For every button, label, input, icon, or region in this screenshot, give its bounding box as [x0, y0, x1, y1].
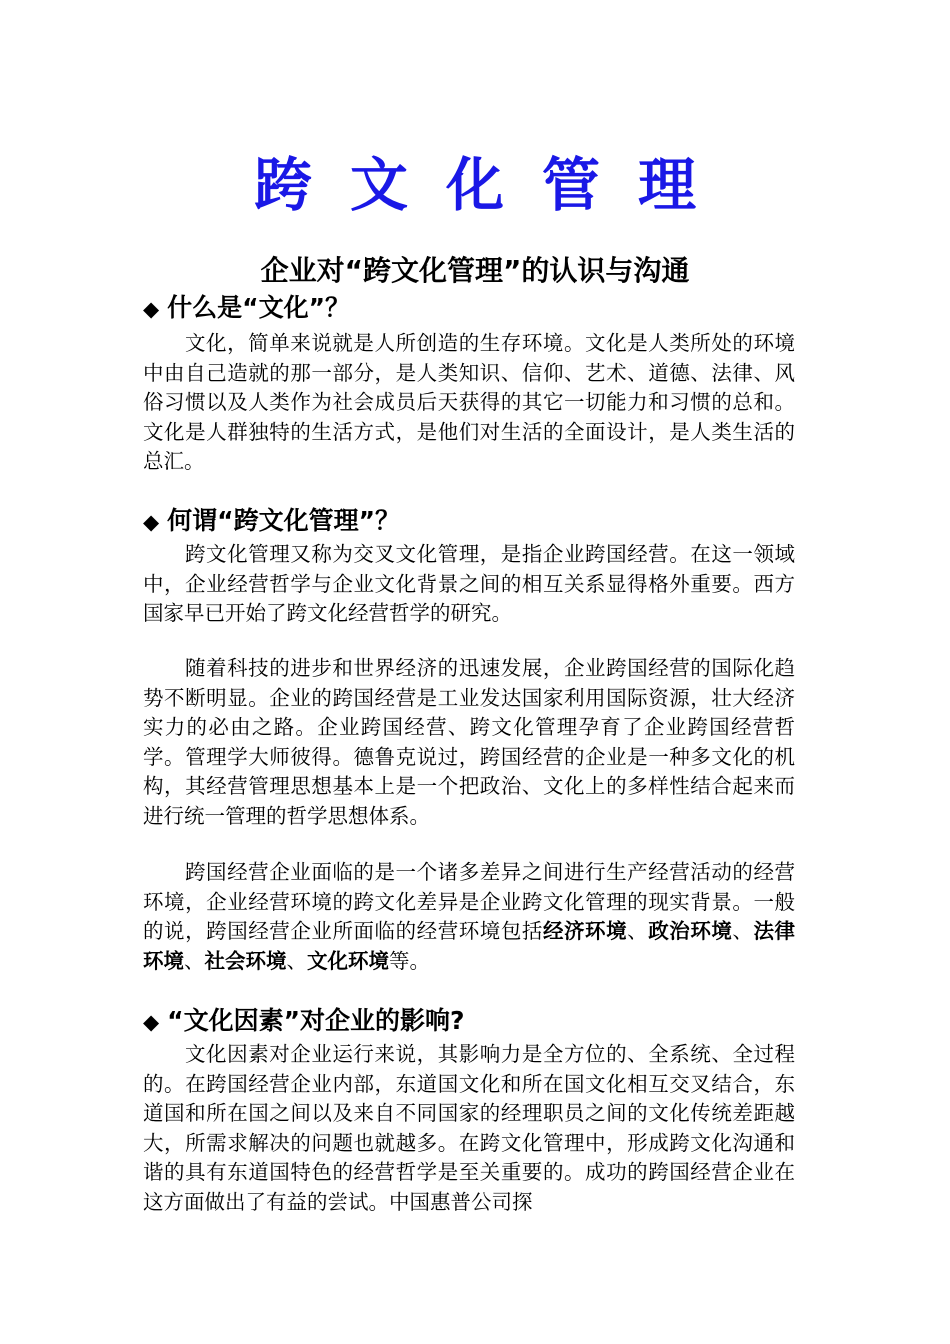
separator: 、 [184, 948, 205, 973]
section-heading-text: 何谓“跨文化管理”？ [167, 506, 401, 535]
diamond-bullet-icon: ◆ [143, 297, 160, 321]
separator: 、 [627, 919, 649, 943]
env-social: 社会环境 [204, 948, 287, 973]
separator: 、 [286, 948, 307, 973]
diamond-bullet-icon: ◆ [143, 1010, 160, 1034]
env-legal: 法律环境 [143, 919, 796, 973]
diamond-bullet-icon: ◆ [143, 510, 160, 534]
document-title: 跨文化管理 [253, 151, 734, 219]
paragraph: 跨文化管理又称为交叉文化管理，是指企业跨国经营。在这一领域中，企业经营哲学与企业文化背景之间的相互关系显得格外重要。西方国家早已开始了跨文化经营哲学的研究。 [143, 542, 795, 625]
separator: 、 [732, 919, 754, 943]
section-heading-cross-cultural-management [143, 503, 803, 540]
section-heading-culture [143, 290, 803, 327]
paragraph: 文化，简单来说就是人所创造的生存环境。文化是人类所处的环境中由自己造就的那一部分，是人类知识、信仰、艺术、道德、法律、风俗习惯以及人类作为社会成员后天获得的其它一切能力和习惯的总和。文化是人群独特的生活方式，是他们对生活的全面设计，是人类生活的总汇。 [143, 331, 795, 473]
env-economic: 经济环境 [542, 919, 628, 943]
env-cultural: 文化环境 [307, 948, 389, 973]
paragraph-business-environments [143, 858, 795, 976]
paragraph: 文化因素对企业运行来说，其影响力是全方位的、全系统、全过程的。在跨国经营企业内部，东道国文化和所在国文化相互交叉结合，东道国和所在国之间以及来自不同国家的经理职员之间的文化传统差距越大，所需求解决的问题也就越多。在跨文化管理中，形成跨文化沟通和谐的具有东道国特色的经营哲学是至关重要的。成功的跨国经营企业在这方面做出了有益的尝试。中国惠普公司探 [143, 1042, 795, 1214]
paragraph-tail: 等。 [389, 948, 430, 973]
document-subtitle: 企业对“跨文化管理”的认识与沟通 [260, 254, 690, 287]
section-heading-cultural-factors [143, 1003, 803, 1040]
section-heading-text: 什么是“文化”？ [167, 293, 351, 322]
env-political: 政治环境 [648, 919, 733, 943]
section-heading-text: “文化因素”对企业的影响? [167, 1006, 465, 1035]
paragraph: 随着科技的进步和世界经济的迅速发展，企业跨国经营的国际化趋势不断明显。企业的跨国经营是工业发达国家利用国际资源，壮大经济实力的必由之路。企业跨国经营、跨文化管理孕育了企业跨国经营哲学。管理学大师彼得。德鲁克说过，跨国经营的企业是一种多文化的机构，其经营管理思想基本上是一个把政治、文化上的多样性结合起来而进行统一管理的哲学思想体系。 [143, 656, 795, 828]
paragraph-text: 跨国经营企业面临的是一个诸多差异之间进行生产经营活动的经营环境，企业经营环境的跨文化差异是企业跨文化管理的现实背景。一般的说，跨国经营企业所面临的经营环境包括 [143, 860, 795, 943]
